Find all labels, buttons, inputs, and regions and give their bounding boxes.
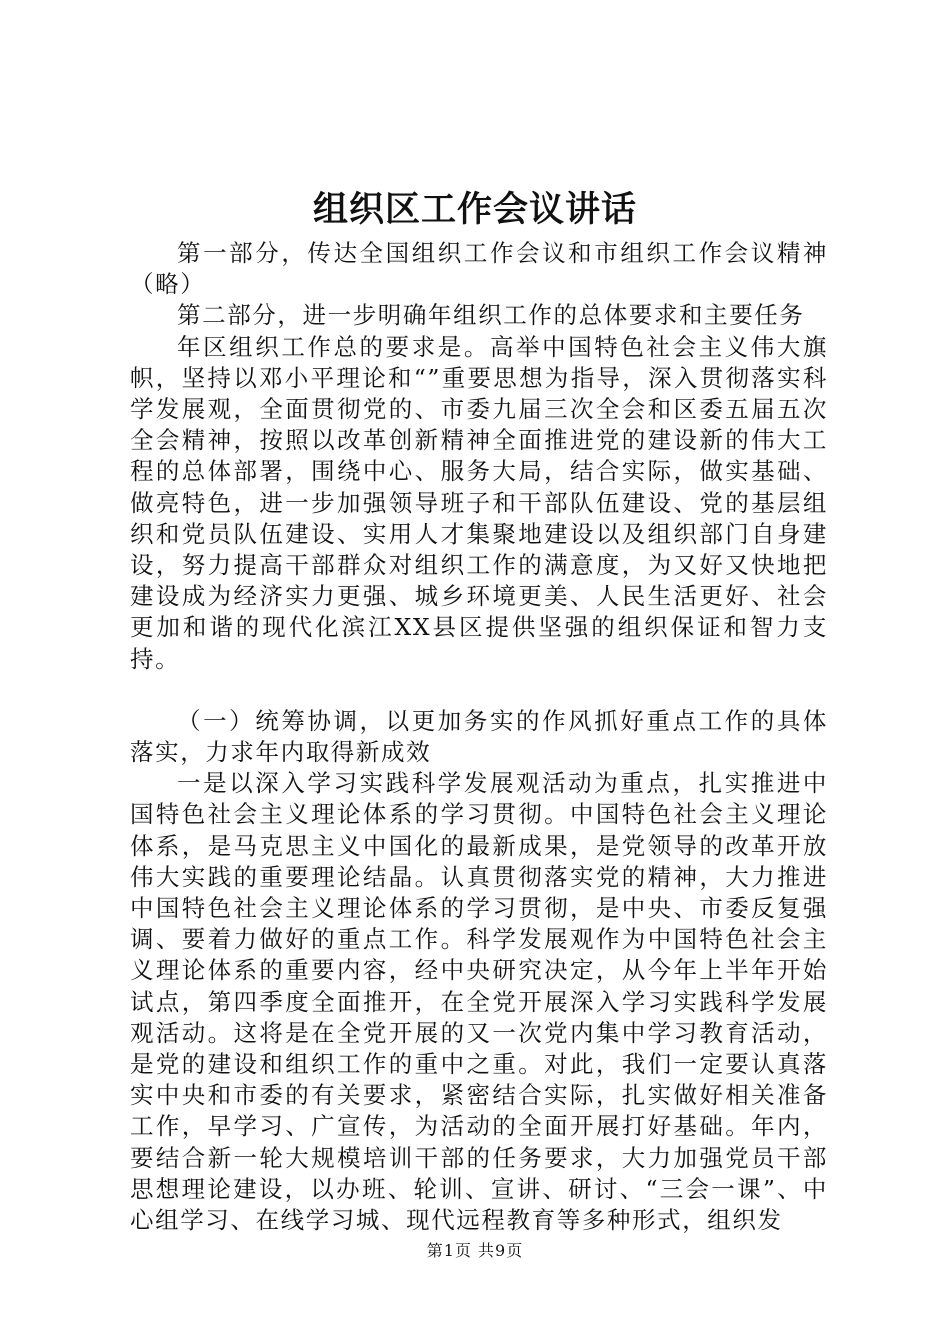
document-body bbox=[130, 238, 828, 1236]
paragraph-section-one-heading: （一）统筹协调，以更加务实的作风抓好重点工作的具体落实，力求年内取得新成效 bbox=[130, 706, 828, 767]
paragraph-point-one: 一是以深入学习实践科学发展观活动为重点，扎实推进中国特色社会主义理论体系的学习贯彻。中国特色社会主义理论体系，是马克思主义中国化的最新成果，是党领导的改革开放伟大实践的重要理论结晶。认真贯彻落实党的精神，大力推进中国特色社会主义理论体系的学习贯彻，是中央、市委反复强调、要着力做好的重点工作。科学发展观作为中国特色社会主义理论体系的重要内容，经中央研究决定，从今年上半年开始试点，第四季度全面推开，在全党开展深入学习实践科学发展观活动。这将是在全党开展的又一次党内集中学习教育活动，是党的建设和组织工作的重中之重。对此，我们一定要认真落实中央和市委的有关要求，紧密结合实际，扎实做好相关准备工作，早学习、广宣传，为活动的全面开展打好基础。年内，要结合新一轮大规模培训干部的任务要求，大力加强党员干部思想理论建设，以办班、轮训、宣讲、研讨、“三会一课”、中心组学习、在线学习城、现代远程教育等多种形式，组织发 bbox=[130, 769, 828, 1235]
document-title: 组织区工作会议讲话 bbox=[312, 189, 637, 230]
paragraph-part-one: 第一部分，传达全国组织工作会议和市组织工作会议精神（略） bbox=[130, 239, 828, 299]
paragraph-part-two: 第二部分，进一步明确年组织工作的总体要求和主要任务 bbox=[177, 301, 805, 330]
paragraph-overall-requirements: 年区组织工作总的要求是。高举中国特色社会主义伟大旗帜，坚持以邓小平理论和“”重要思想为指导，深入贯彻落实科学发展观，全面贯彻党的、市委九届三次全会和区委五届五次全会精神，按照以改革创新精神全面推进党的建设新的伟大工程的总体部署，围绕中心、服务大局，结合实际，做实基础、做亮特色，进一步加强领导班子和干部队伍建设、党的基层组织和党员队伍建设、实用人才集聚地建设以及组织部门自身建设，努力提高干部群众对组织工作的满意度，为又好又快地把建设成为经济实力更强、城乡环境更美、人民生活更好、社会更加和谐的现代化滨江XX县区提供坚强的组织保证和智力支持。 bbox=[130, 332, 828, 673]
page-footer: 第1页 共9页 bbox=[426, 1241, 524, 1260]
